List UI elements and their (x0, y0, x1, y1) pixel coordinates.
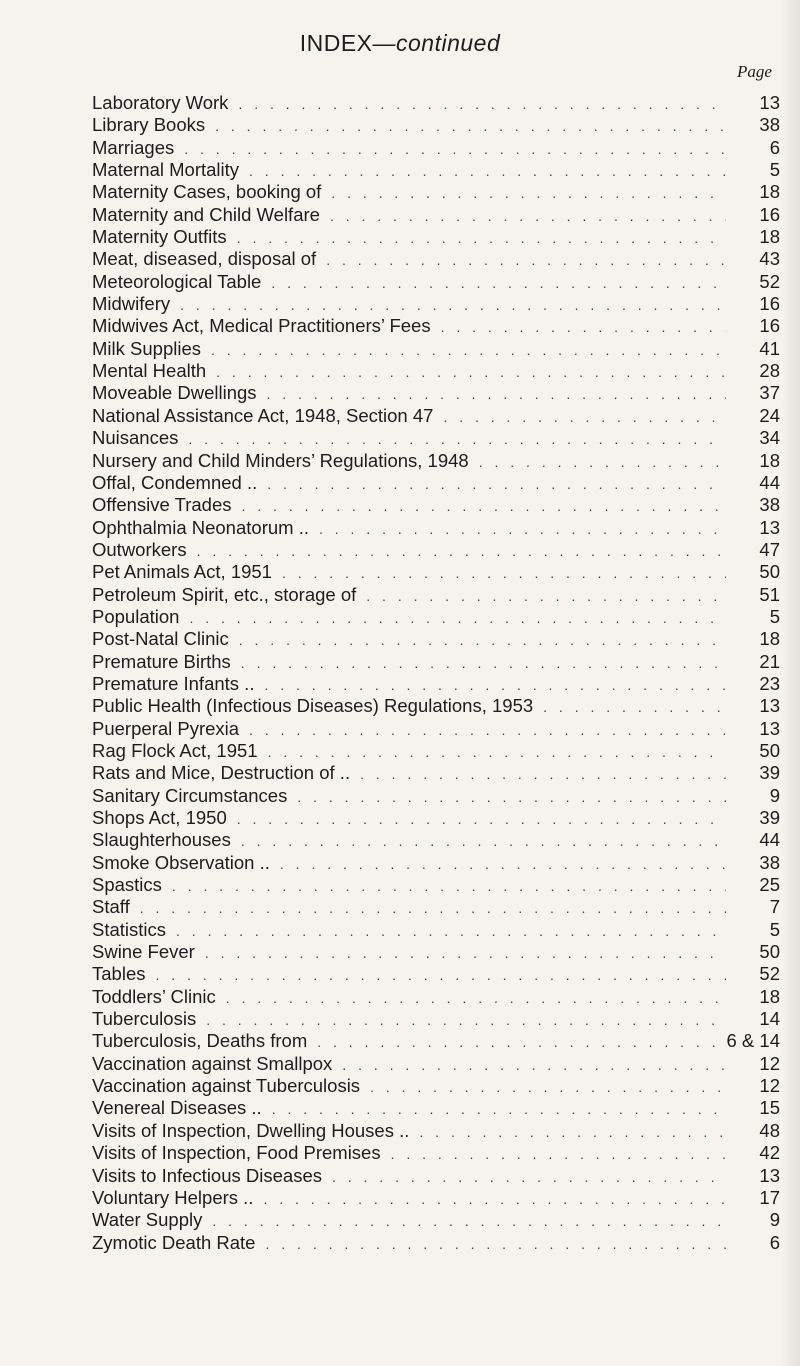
dot-leader (180, 297, 726, 313)
entry-page-number: 44 (759, 829, 780, 851)
entry-label: Rats and Mice, Destruction of .. (92, 762, 351, 784)
dot-leader (242, 498, 726, 514)
dot-leader (197, 543, 726, 559)
page-title (0, 30, 800, 57)
page-edge-shadow (782, 0, 800, 1366)
entry-page-number: 9 (769, 1209, 780, 1231)
entry-page-number: 48 (759, 1119, 780, 1141)
entry-page-number: 52 (759, 270, 780, 292)
entry-page-number: 28 (759, 360, 780, 382)
dot-leader (330, 208, 726, 224)
title-main: INDEX (299, 30, 373, 56)
entry-label: Maternal Mortality (92, 159, 240, 181)
entry-label: Visits of Inspection, Food Premises (92, 1142, 381, 1164)
dot-leader (543, 699, 726, 715)
entry-label: Nursery and Child Minders’ Regulations, 1948 (92, 449, 469, 471)
index-entry (92, 941, 780, 963)
index-entry (92, 852, 780, 874)
entry-label: Visits to Infectious Diseases (92, 1164, 322, 1186)
entry-page-number: 38 (759, 851, 780, 873)
dot-leader (319, 521, 726, 537)
entry-label: Toddlers’ Clinic (92, 985, 216, 1007)
entry-label: Maternity Cases, booking of (92, 181, 322, 203)
index-entry (92, 628, 780, 650)
entry-page-number: 13 (759, 695, 780, 717)
entry-label: Public Health (Infectious Diseases) Regulations, 1953 (92, 695, 534, 717)
entry-label: Statistics (92, 918, 167, 940)
entry-page-number: 51 (759, 583, 780, 605)
dot-leader (479, 454, 726, 470)
entry-page-number: 42 (759, 1142, 780, 1164)
dot-leader (360, 766, 726, 782)
entry-page-number: 52 (759, 963, 780, 985)
entry-label: Slaughterhouses (92, 829, 231, 851)
entry-page-number: 50 (759, 941, 780, 963)
index-entry (92, 204, 780, 226)
entry-label: Moveable Dwellings (92, 382, 257, 404)
entry-page-number: 12 (759, 1052, 780, 1074)
dot-leader (441, 319, 726, 335)
dot-leader (226, 990, 726, 1006)
index-entry (92, 740, 780, 762)
entry-page-number: 39 (759, 807, 780, 828)
entry-label: Premature Infants .. (92, 672, 255, 694)
entry-label: Ophthalmia Neonatorum .. (92, 516, 309, 538)
entry-page-number: 7 (769, 896, 780, 918)
dot-leader (419, 1124, 726, 1140)
dot-leader (366, 588, 726, 604)
entry-page-number: 18 (759, 449, 780, 471)
dot-leader (206, 1012, 726, 1028)
entry-label: Offensive Trades (92, 494, 232, 516)
entry-page-number: 39 (759, 762, 780, 784)
index-entry (92, 807, 780, 829)
dot-leader (176, 923, 726, 939)
index-entry (92, 963, 780, 985)
entry-page-number: 13 (759, 1164, 780, 1186)
entry-page-number: 17 (759, 1186, 780, 1208)
entry-page-number: 23 (759, 672, 780, 694)
entry-label: Maternity and Child Welfare (92, 203, 320, 225)
dot-leader (155, 967, 726, 983)
entry-page-number: 6 & 14 (726, 1030, 780, 1052)
title-suffix: —continued (372, 30, 501, 56)
dot-leader (265, 1236, 726, 1252)
entry-label: Library Books (92, 114, 206, 136)
entry-page-number: 16 (759, 203, 780, 225)
index-entry (92, 986, 780, 1008)
dot-leader (172, 878, 726, 894)
entry-label: Petroleum Spirit, etc., storage of (92, 583, 357, 605)
index-entry (92, 695, 780, 717)
index-entry (92, 1187, 780, 1209)
dot-leader (326, 252, 726, 268)
entry-page-number: 50 (759, 739, 780, 761)
dot-leader (239, 632, 726, 648)
index-entry (92, 1209, 780, 1231)
index-entry (92, 248, 780, 270)
index-entry (92, 181, 780, 203)
entry-label: Mental Health (92, 360, 207, 382)
entry-label: Shops Act, 1950 (92, 807, 227, 828)
index-entry (92, 427, 780, 449)
index-entry (92, 539, 780, 561)
dot-leader (249, 163, 726, 179)
dot-leader (241, 833, 726, 849)
entry-page-number: 14 (759, 1008, 780, 1030)
dot-leader (297, 789, 726, 805)
entry-label: Milk Supplies (92, 337, 201, 359)
entry-label: Visits of Inspection, Dwelling Houses .. (92, 1119, 410, 1141)
entry-label: Pet Animals Act, 1951 (92, 561, 272, 583)
dot-leader (140, 900, 726, 916)
dot-leader (211, 342, 726, 358)
index-entry (92, 673, 780, 695)
dot-leader (215, 118, 726, 134)
index-entry (92, 293, 780, 315)
entry-page-number: 15 (759, 1097, 780, 1119)
entry-label: Tuberculosis (92, 1008, 197, 1030)
entry-label: Rag Flock Act, 1951 (92, 739, 258, 761)
entry-page-number: 12 (759, 1075, 780, 1097)
entry-label: Meteorological Table (92, 270, 262, 292)
index-entry (92, 1165, 780, 1187)
dot-leader (263, 1191, 726, 1207)
index-entry (92, 718, 780, 740)
page-column-header: Page (737, 62, 772, 81)
entry-label: Post-Natal Clinic (92, 628, 229, 650)
dot-leader (268, 744, 726, 760)
entry-page-number: 18 (759, 226, 780, 248)
entry-page-number: 44 (759, 471, 780, 493)
index-entry (92, 606, 780, 628)
dot-leader (272, 1101, 726, 1117)
entry-label: Meat, diseased, disposal of (92, 248, 317, 270)
index-entry (92, 896, 780, 918)
dot-leader (237, 811, 726, 827)
entry-page-number: 13 (759, 717, 780, 739)
entry-page-number: 5 (769, 605, 780, 627)
index-entry (92, 584, 780, 606)
entry-label: Sanitary Circumstances (92, 784, 288, 806)
entry-page-number: 41 (759, 337, 780, 359)
dot-leader (238, 96, 726, 112)
dot-leader (267, 476, 726, 492)
index-entry (92, 1075, 780, 1097)
dot-leader (212, 1213, 726, 1229)
dot-leader (237, 230, 726, 246)
index-entry (92, 785, 780, 807)
entry-page-number: 16 (759, 315, 780, 337)
dot-leader (331, 185, 726, 201)
dot-leader (205, 945, 726, 961)
entry-label: Swine Fever (92, 941, 195, 963)
index-entry (92, 382, 780, 404)
index-entry (92, 226, 780, 248)
entry-label: Offal, Condemned .. (92, 471, 258, 493)
dot-leader (332, 1169, 726, 1185)
entry-label: Spastics (92, 874, 162, 896)
index-entry (92, 472, 780, 494)
entry-page-number: 21 (759, 650, 780, 672)
index-entry (92, 651, 780, 673)
entry-page-number: 13 (759, 92, 780, 113)
entry-label: Population (92, 605, 180, 627)
entry-label: National Assistance Act, 1948, Section 47 (92, 404, 434, 426)
index-entry (92, 829, 780, 851)
entry-label: Vaccination against Tuberculosis (92, 1075, 361, 1097)
index-entry (92, 1097, 780, 1119)
index-entry (92, 874, 780, 896)
index-entry (92, 494, 780, 516)
index-entry (92, 762, 780, 784)
entry-page-number: 24 (759, 404, 780, 426)
entry-label: Laboratory Work (92, 92, 229, 113)
entry-label: Zymotic Death Rate (92, 1231, 256, 1253)
index-entry (92, 517, 780, 539)
index-entry (92, 1053, 780, 1075)
index-entry (92, 1008, 780, 1030)
entry-label: Puerperal Pyrexia (92, 717, 240, 739)
entry-label: Smoke Observation .. (92, 851, 270, 873)
dot-leader (264, 677, 726, 693)
entry-label: Marriages (92, 136, 175, 158)
entry-page-number: 6 (769, 1231, 780, 1253)
dot-leader (184, 141, 726, 157)
entry-label: Maternity Outfits (92, 226, 227, 248)
index-entry (92, 1142, 780, 1164)
index-entry (92, 1232, 780, 1254)
dot-leader (443, 409, 726, 425)
entry-page-number: 13 (759, 516, 780, 538)
index-entry (92, 405, 780, 427)
dot-leader (241, 655, 726, 671)
entry-page-number: 38 (759, 494, 780, 516)
index-entry (92, 450, 780, 472)
entry-page-number: 18 (759, 181, 780, 203)
index-entry (92, 561, 780, 583)
dot-leader (271, 275, 726, 291)
dot-leader (317, 1034, 718, 1050)
dot-leader (267, 386, 726, 402)
index-entry (92, 159, 780, 181)
entry-page-number: 38 (759, 114, 780, 136)
entry-label: Tuberculosis, Deaths from (92, 1030, 308, 1052)
dot-leader (282, 565, 726, 581)
entry-page-number: 5 (769, 159, 780, 181)
entry-page-number: 34 (759, 427, 780, 449)
dot-leader (249, 722, 726, 738)
index-entry (92, 1120, 780, 1142)
entry-page-number: 18 (759, 628, 780, 650)
index-list (92, 92, 780, 1254)
index-entry (92, 1030, 780, 1052)
dot-leader (391, 1146, 726, 1162)
entry-label: Premature Births (92, 650, 231, 672)
entry-label: Voluntary Helpers .. (92, 1186, 254, 1208)
entry-label: Midwifery (92, 293, 171, 315)
entry-label: Midwives Act, Medical Practitioners’ Fees (92, 315, 431, 337)
index-entry (92, 137, 780, 159)
index-entry (92, 92, 780, 114)
index-entry (92, 360, 780, 382)
dot-leader (188, 431, 726, 447)
entry-page-number: 9 (769, 784, 780, 806)
entry-page-number: 37 (759, 382, 780, 404)
index-entry (92, 315, 780, 337)
index-entry (92, 271, 780, 293)
dot-leader (280, 856, 726, 872)
entry-page-number: 18 (759, 985, 780, 1007)
entry-label: Vaccination against Smallpox (92, 1052, 333, 1074)
entry-page-number: 16 (759, 293, 780, 315)
entry-page-number: 47 (759, 538, 780, 560)
entry-label: Tables (92, 963, 146, 985)
entry-label: Nuisances (92, 427, 179, 449)
dot-leader (370, 1079, 726, 1095)
entry-page-number: 6 (769, 136, 780, 158)
entry-label: Water Supply (92, 1209, 203, 1231)
entry-page-number: 5 (769, 918, 780, 940)
dot-leader (216, 364, 726, 380)
entry-page-number: 25 (759, 874, 780, 896)
entry-label: Outworkers (92, 538, 187, 560)
index-entry (92, 919, 780, 941)
entry-page-number: 50 (759, 561, 780, 583)
dot-leader (189, 610, 726, 626)
entry-page-number: 43 (759, 248, 780, 270)
dot-leader (342, 1057, 726, 1073)
entry-label: Staff (92, 896, 130, 918)
index-entry (92, 338, 780, 360)
index-entry (92, 114, 780, 136)
entry-label: Venereal Diseases .. (92, 1097, 262, 1119)
